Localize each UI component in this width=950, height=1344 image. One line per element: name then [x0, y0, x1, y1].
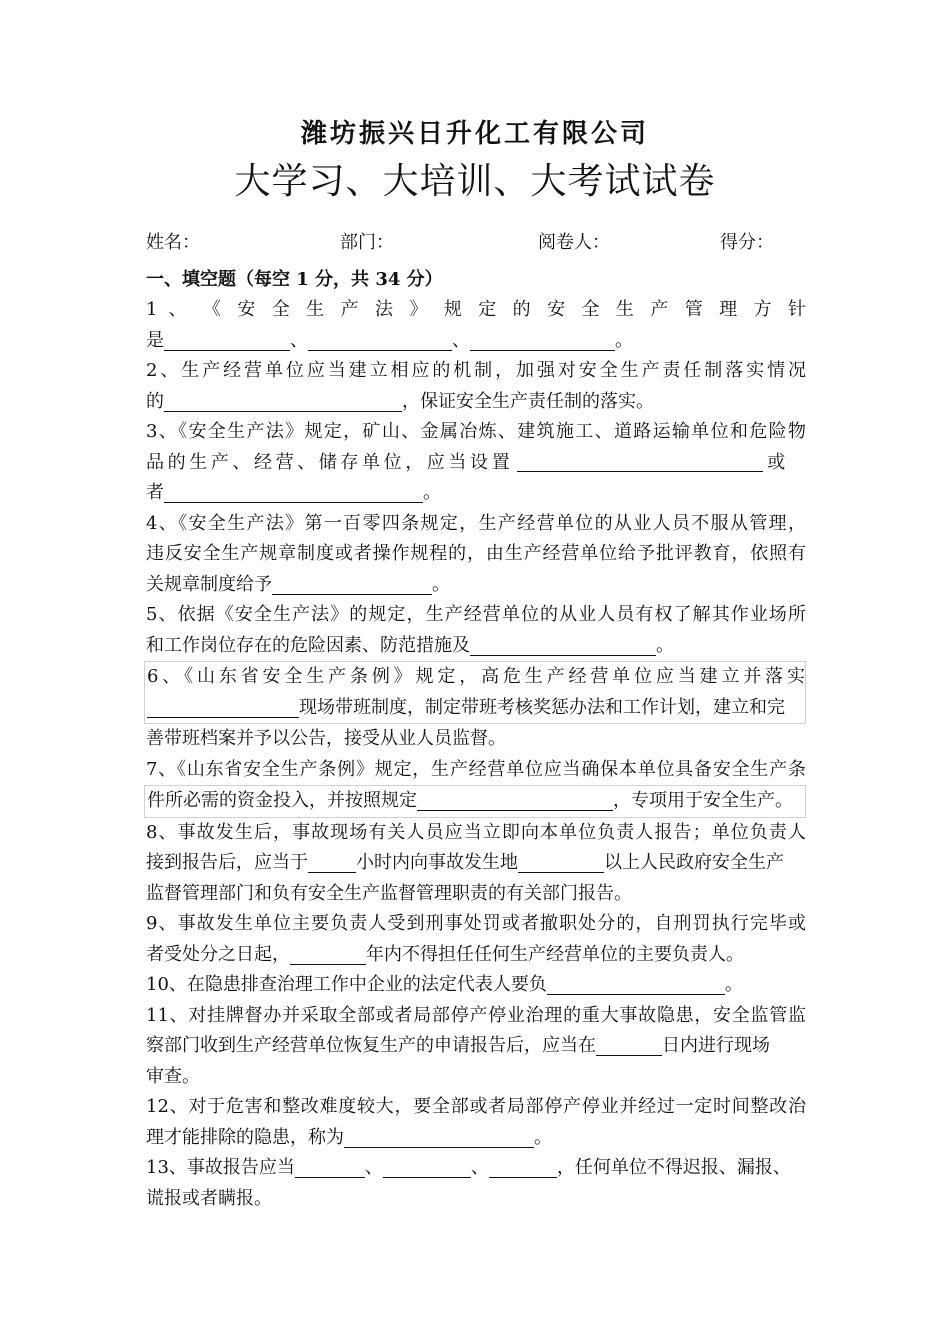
answer-blank[interactable] — [383, 1158, 471, 1178]
answer-blank[interactable] — [417, 791, 613, 811]
reviewer-field[interactable]: 阅卷人： — [538, 232, 610, 253]
name-field[interactable]: 姓名： — [146, 232, 200, 253]
question-3-line2: 品的生产、经营、储存单位，应当设置 或 — [146, 451, 786, 473]
question-7-line1: 7、《山东省安全生产条例》规定，生产经营单位应当确保本单位具备安全生产条 — [146, 758, 806, 780]
question-4-line2: 违反安全生产规章制度或者操作规程的，由生产经营单位给予批评教育，依照有 — [146, 543, 806, 564]
answer-blank[interactable] — [518, 853, 604, 873]
answer-blank[interactable] — [308, 331, 452, 351]
question-13-line1: 13、事故报告应当 、 、 ，任何单位不得迟报、漏报、 — [146, 1157, 791, 1178]
question-11-line2: 察部门收到生产经营单位恢复生产的申请报告后，应当在 日内进行现场 — [146, 1035, 770, 1056]
answer-blank[interactable] — [308, 853, 356, 873]
question-11-line3: 审查。 — [146, 1065, 200, 1087]
question-2-line1: 2、生产经营单位应当建立相应的机制，加强对安全生产责任制落实情况 — [146, 360, 806, 381]
question-4-line1: 4、《安全生产法》第一百零四条规定，生产经营单位的从业人员不服从管理， — [146, 512, 806, 534]
answer-blank[interactable] — [596, 1036, 662, 1056]
answer-blank[interactable] — [547, 975, 725, 995]
answer-blank[interactable] — [489, 1158, 557, 1178]
question-3-line1: 3、《安全生产法》规定，矿山、金属冶炼、建筑施工、道路运输单位和危险物 — [146, 421, 806, 442]
question-6-line1: 6、《山东省安全生产条例》规定，高危生产经营单位应当建立并落实 — [144, 661, 806, 693]
question-1-line1: 1 、 《 安 全 生 产 法 》 规 定 的 安 全 生 产 管 理 方 针 — [146, 299, 806, 320]
answer-blank[interactable] — [164, 392, 402, 412]
question-5-line1: 5、依据《安全生产法》的规定，生产经营单位的从业人员有权了解其作业场所 — [146, 604, 806, 625]
answer-blank[interactable] — [470, 331, 615, 351]
question-10-line1: 10、在隐患排查治理工作中企业的法定代表人要负 。 — [146, 974, 743, 995]
question-3-line3: 者 。 — [146, 482, 441, 503]
question-2-line2: 的 ，保证安全生产责任制的落实。 — [146, 390, 654, 412]
question-12-line2: 理才能排除的隐患，称为 。 — [146, 1126, 552, 1148]
question-8-line2: 接到报告后，应当于 小时内向事故发生地 以上人民政府安全生产 — [146, 852, 784, 873]
question-7-line2: 件所必需的资金投入，并按照规定 ，专项用于安全生产。 — [144, 785, 806, 818]
answer-blank[interactable] — [517, 452, 763, 472]
question-1-line2: 是 、 、 。 — [146, 329, 633, 351]
question-13-line2: 谎报或者瞒报。 — [146, 1187, 272, 1209]
question-6-line3: 善带班档案并予以公告，接受从业人员监督。 — [146, 728, 506, 749]
answer-blank[interactable] — [147, 698, 299, 718]
exam-title: 大学习、大培训、大考试试卷 — [234, 161, 716, 202]
section-heading: 一、填空题（每空 1 分，共 34 分） — [146, 269, 443, 290]
department-field[interactable]: 部门： — [340, 232, 394, 253]
question-8-line3: 监督管理部门和负有安全生产监督管理职责的有关部门报告。 — [146, 882, 632, 904]
question-8-line1: 8、事故发生后，事故现场有关人员应当立即向本单位负责人报告；单位负责人 — [146, 821, 806, 843]
question-4-line3: 关规章制度给予 。 — [146, 573, 450, 595]
question-6-line2: 现场带班制度，制定带班考核奖惩办法和工作计划，建立和完 — [144, 693, 806, 725]
answer-blank[interactable] — [295, 1158, 365, 1178]
answer-blank[interactable] — [164, 483, 423, 503]
company-name: 潍坊振兴日升化工有限公司 — [300, 119, 649, 149]
question-11-line1: 11、对挂牌督办并采取全部或者局部停产停业治理的重大事故隐患，安全监管监 — [146, 1004, 806, 1026]
answer-blank[interactable] — [272, 575, 432, 595]
score-field[interactable]: 得分： — [720, 232, 774, 253]
answer-blank[interactable] — [470, 636, 656, 656]
answer-blank[interactable] — [344, 1128, 534, 1148]
question-5-line2: 和工作岗位存在的危险因素、防范措施及 。 — [146, 634, 674, 656]
question-body — [146, 265, 806, 1214]
question-9-line2: 者受处分之日起， 年内不得担任任何生产经营单位的主要负责人。 — [146, 943, 744, 965]
answer-blank[interactable] — [290, 945, 366, 965]
question-9-line1: 9、事故发生单位主要负责人受到刑事处罚或者撤职处分的，自刑罚执行完毕或 — [146, 913, 806, 934]
answer-blank[interactable] — [164, 331, 290, 351]
question-12-line1: 12、对于危害和整改难度较大，要全部或者局部停产停业并经过一定时间整改治 — [146, 1096, 806, 1117]
